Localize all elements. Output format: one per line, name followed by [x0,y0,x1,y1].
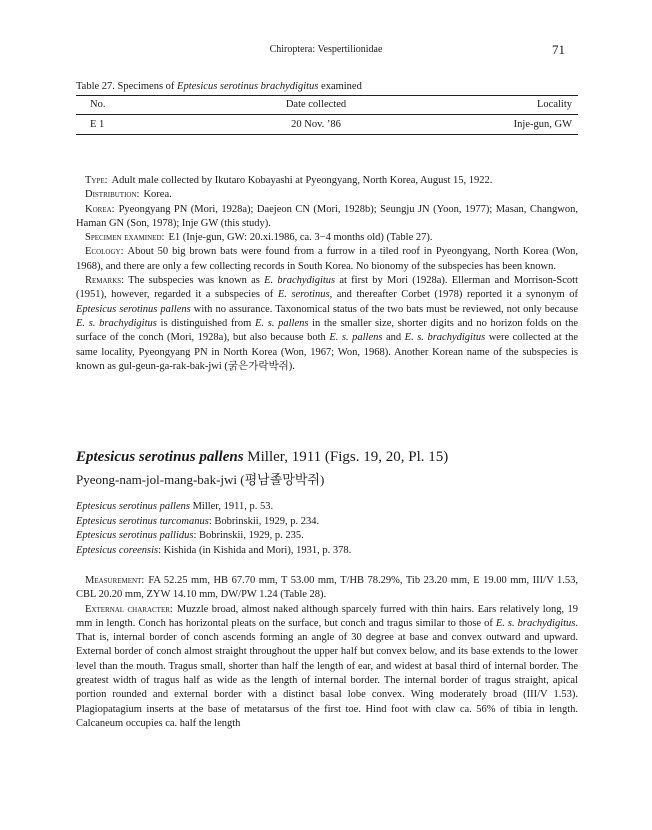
remarks-paragraph [76,274,578,374]
synonym-ref: : Kishida (in Kishida and Mori), 1931, p. 378. [158,544,352,556]
specimen-label: Specimen examined: [85,232,165,244]
korea-text: Pyeongyang PN (Mori, 1928a); Daejeon CN (Mori, 1928b); Seungju JN (Yoon, 1977); Masan, Changwon, Haman GN (Son, 1978); Inje GW (this study). [76,203,578,229]
remarks-text-3: , and thereafter Corbet (1978) reported it a synonym of [329,289,578,301]
table-caption-prefix: Table 27. Specimens of [76,81,178,92]
remarks-text-2: at first by Mori (1928a). Ellerman and Morrison-Scott (1951), however, regarded it a subspecies of [76,275,578,301]
column-header-date: Date collected [206,96,426,115]
table-row [76,115,578,135]
remarks-italic-5: E. s. pallens [255,317,309,329]
synonymy-list [76,500,578,558]
remarks-text-8: were collected at the same locality, Pyeongyang PN in North Korea (Won, 1967; Won, 1968). Another Korean name of the subspecies is known as gul-geun-ga-rak-bak-jwi (굵은가락박쥐). [76,332,578,372]
ecology-text: About 50 big brown bats were found from a furrow in a tiled roof in Pyeongyang, North Korea (Won, 1968), and there are only a few collecting records in South Korea. No bionomy of the subspecies has been known. [76,246,578,272]
synonym-ref: : Bobrinskii, 1929, p. 234. [208,515,320,527]
synonym-ref: : Bobrinskii, 1929, p. 235. [193,530,304,542]
page-number: 71 [552,42,565,57]
table-caption-species: Eptesicus serotinus brachydigitus [177,81,319,92]
remarks-italic-6: E. s. pallens [329,332,383,344]
type-paragraph [76,174,578,188]
external-text-1: Muzzle broad, almost naked although sparcely furred with thin hairs. Ears relatively long, 19 mm in length. Conch has horizontal pleats on the surface, but conch and tragus similar to those of [76,603,578,629]
distribution-text: Korea. [143,189,172,201]
remarks-italic-4: E. s. brachydigitus [76,317,157,329]
measurement-label: Measurement: [85,575,145,586]
specimen-text: E1 (Inje-gun, GW: 20.xi.1986, ca. 3−4 months old) (Table 27). [168,232,433,244]
synonym-name: Eptesicus coreensis [76,544,159,556]
external-text-2: . That is, internal border of conch ascends forming an angle of 30 degree at base and convex outward and upward. External border of conch almost straight throughout the upper half but convex below, and its base extends to the lower level than the mouth. Tragus small, shorter than half the length of ear, and widest at basal third of internal border. The greatest width of tragus half as wide as the length of internal border. The internal border of tragus straight, apical portion rounded and external border with a distinct basal lobe convex. Wing moderately broad (III/V 1.53). Plagiopatagium inserts at the base of metatarsus of the first toe. Hind foot with claw ca. 56% of tibia in length. Calcaneum occupies ca. half the length [76,617,579,729]
species-account [76,574,578,731]
species-name: Eptesicus serotinus pallens [76,449,244,465]
column-header-locality: Locality [426,96,578,115]
measurement-text: FA 52.25 mm, HB 67.70 mm, T 53.00 mm, T/HB 78.29%, Tib 23.20 mm, E 19.00 mm, III/V 1.53, CBL 20.20 mm, ZYW 14.10 mm, DW/PW 1.24 (Table 28). [76,575,578,601]
synonym-name: Eptesicus serotinus pallidus [76,530,194,542]
specimen-paragraph [76,231,578,245]
external-italic-1: E. s. brachydigitus [495,617,576,629]
ecology-paragraph [76,245,578,274]
species-korean-name: Pyeong-nam-jol-mang-bak-jwi (평남졸망박쥐) [76,472,325,487]
remarks-italic-7: E. s. brachydigitus [404,332,486,344]
distribution-paragraph [76,188,578,202]
subspecies-account [76,174,578,374]
type-text: Adult male collected by Ikutaro Kobayashi at Pyeongyang, North Korea, August 15, 1922. [111,175,493,186]
remarks-text-4: with no assurance. Taxonomical status of the two bats must be reviewed, not only because [190,303,579,315]
species-heading [76,449,448,466]
running-head: Chiroptera: Vespertilionidae [269,44,383,55]
column-header-no: No. [76,96,206,115]
korea-paragraph [76,203,578,232]
remarks-italic-1: E. brachydigitus [264,275,336,287]
external-character-paragraph [76,603,578,732]
synonym-item [76,515,578,530]
synonym-item [76,500,578,515]
distribution-label: Distribution: [85,189,140,201]
synonym-item [76,544,578,559]
remarks-italic-2: E. serotinus [277,289,330,301]
table-header-row [76,96,578,115]
ecology-label: Ecology: [85,246,124,258]
remarks-text-7: and [382,332,405,344]
type-label: Type: [85,175,108,186]
table-caption [76,81,362,92]
species-authority: Miller, 1911 (Figs. 19, 20, Pl. 15) [243,449,449,465]
synonym-name: Eptesicus serotinus pallens [76,501,190,512]
synonym-item [76,529,578,544]
cell-date: 20 Nov. ’86 [291,119,341,130]
synonym-name: Eptesicus serotinus turcomanus [76,515,209,527]
measurement-paragraph [76,574,578,603]
remarks-italic-3: Eptesicus serotinus pallens [76,303,191,315]
remarks-label: Remarks: [85,275,125,287]
external-character-label: External character: [85,603,173,615]
remarks-text-6: in the smaller size, shorter digits and no horizon folds on the surface of the conch (Mori, 1928a), but also because both [76,317,578,344]
cell-no: E 1 [90,119,105,130]
remarks-text-5: is distinguished from [156,317,255,329]
remarks-text-1: The subspecies was known as [128,275,265,287]
synonym-ref: Miller, 1911, p. 53. [189,501,274,512]
korea-label: Korea: [85,203,115,215]
cell-locality: Inje-gun, GW [513,119,572,130]
specimens-table [76,95,578,135]
table-caption-suffix: examined [318,81,362,92]
